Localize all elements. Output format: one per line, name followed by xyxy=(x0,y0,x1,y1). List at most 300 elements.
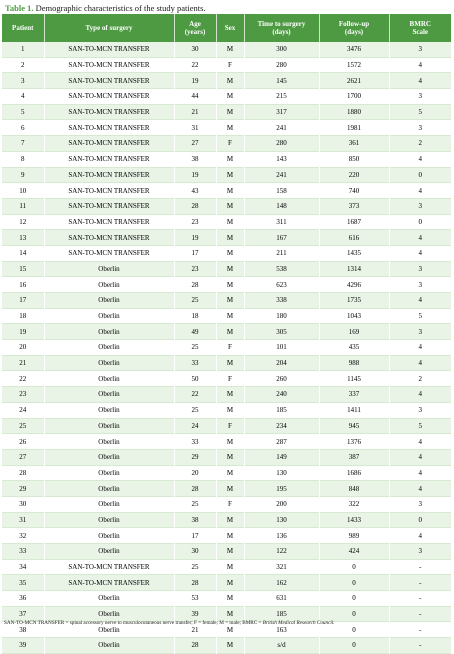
column-header-line: (years) xyxy=(184,28,206,36)
table-row xyxy=(2,465,451,481)
table-row xyxy=(2,214,451,230)
cell-bmrc-scale: 4 xyxy=(389,449,451,465)
cell-bmrc-scale: 4 xyxy=(389,481,451,497)
cell-patient: 20 xyxy=(2,340,44,356)
cell-time-to-surgery: 311 xyxy=(244,214,319,230)
cell-sex: M xyxy=(216,198,244,214)
column-header-bmrc-scale xyxy=(389,14,451,42)
cell-age: 25 xyxy=(174,293,216,309)
cell-bmrc-scale: 0 xyxy=(389,167,451,183)
cell-surgery-type: Oberlin xyxy=(44,512,174,528)
cell-sex: M xyxy=(216,324,244,340)
cell-patient: 39 xyxy=(2,638,44,654)
cell-age: 25 xyxy=(174,402,216,418)
cell-surgery-type: Oberlin xyxy=(44,277,174,293)
cell-bmrc-scale: 4 xyxy=(389,528,451,544)
cell-age: 33 xyxy=(174,434,216,450)
cell-follow-up: 1435 xyxy=(319,245,389,261)
table-row xyxy=(2,136,451,152)
cell-follow-up: 0 xyxy=(319,575,389,591)
cell-bmrc-scale: 5 xyxy=(389,308,451,324)
cell-time-to-surgery: 317 xyxy=(244,104,319,120)
cell-age: 38 xyxy=(174,151,216,167)
cell-bmrc-scale: 4 xyxy=(389,245,451,261)
cell-surgery-type: Oberlin xyxy=(44,606,174,622)
cell-surgery-type: Oberlin xyxy=(44,261,174,277)
cell-patient: 37 xyxy=(2,606,44,622)
table-row xyxy=(2,293,451,309)
cell-time-to-surgery: 241 xyxy=(244,167,319,183)
cell-time-to-surgery: 234 xyxy=(244,418,319,434)
cell-patient: 36 xyxy=(2,591,44,607)
table-row xyxy=(2,638,451,654)
cell-follow-up: 0 xyxy=(319,559,389,575)
cell-age: 49 xyxy=(174,324,216,340)
column-header-line: Sex xyxy=(224,24,236,32)
cell-time-to-surgery: 200 xyxy=(244,496,319,512)
cell-surgery-type: SAN-TO-MCN TRANSFER xyxy=(44,167,174,183)
cell-age: 28 xyxy=(174,198,216,214)
cell-age: 28 xyxy=(174,277,216,293)
column-header-line: (days) xyxy=(272,28,291,36)
cell-time-to-surgery: 631 xyxy=(244,591,319,607)
cell-time-to-surgery: 538 xyxy=(244,261,319,277)
cell-time-to-surgery: 215 xyxy=(244,89,319,105)
cell-bmrc-scale: - xyxy=(389,622,451,638)
table-row xyxy=(2,402,451,418)
cell-sex: F xyxy=(216,136,244,152)
table-row xyxy=(2,230,451,246)
table-row xyxy=(2,73,451,89)
cell-surgery-type: Oberlin xyxy=(44,371,174,387)
table-row xyxy=(2,261,451,277)
cell-time-to-surgery: 130 xyxy=(244,465,319,481)
cell-follow-up: 850 xyxy=(319,151,389,167)
cell-time-to-surgery: 185 xyxy=(244,402,319,418)
cell-time-to-surgery: 195 xyxy=(244,481,319,497)
column-header-follow-up xyxy=(319,14,389,42)
cell-surgery-type: Oberlin xyxy=(44,591,174,607)
cell-bmrc-scale: 3 xyxy=(389,261,451,277)
cell-patient: 15 xyxy=(2,261,44,277)
cell-surgery-type: Oberlin xyxy=(44,308,174,324)
cell-time-to-surgery: 143 xyxy=(244,151,319,167)
cell-time-to-surgery: 280 xyxy=(244,136,319,152)
cell-sex: F xyxy=(216,340,244,356)
cell-bmrc-scale: 4 xyxy=(389,57,451,73)
cell-follow-up: 848 xyxy=(319,481,389,497)
cell-bmrc-scale: 4 xyxy=(389,151,451,167)
cell-patient: 3 xyxy=(2,73,44,89)
column-header-line: Age xyxy=(189,20,201,28)
cell-follow-up: 1043 xyxy=(319,308,389,324)
cell-follow-up: 2621 xyxy=(319,73,389,89)
cell-age: 53 xyxy=(174,591,216,607)
table-row xyxy=(2,245,451,261)
cell-age: 23 xyxy=(174,261,216,277)
table-row xyxy=(2,528,451,544)
cell-patient: 35 xyxy=(2,575,44,591)
cell-surgery-type: Oberlin xyxy=(44,402,174,418)
cell-patient: 34 xyxy=(2,559,44,575)
cell-bmrc-scale: - xyxy=(389,606,451,622)
cell-bmrc-scale: 4 xyxy=(389,434,451,450)
cell-follow-up: 1686 xyxy=(319,465,389,481)
cell-follow-up: 387 xyxy=(319,449,389,465)
cell-follow-up: 1411 xyxy=(319,402,389,418)
cell-follow-up: 0 xyxy=(319,622,389,638)
cell-age: 21 xyxy=(174,104,216,120)
cell-patient: 11 xyxy=(2,198,44,214)
table-row xyxy=(2,183,451,199)
column-header-line: Time to surgery xyxy=(257,20,306,28)
cell-follow-up: 1687 xyxy=(319,214,389,230)
cell-surgery-type: Oberlin xyxy=(44,465,174,481)
cell-surgery-type: SAN-TO-MCN TRANSFER xyxy=(44,89,174,105)
table-footnote xyxy=(4,620,335,626)
table-row xyxy=(2,387,451,403)
cell-sex: M xyxy=(216,42,244,57)
cell-surgery-type: SAN-TO-MCN TRANSFER xyxy=(44,57,174,73)
cell-sex: M xyxy=(216,104,244,120)
table-row xyxy=(2,544,451,560)
cell-patient: 12 xyxy=(2,214,44,230)
cell-patient: 24 xyxy=(2,402,44,418)
cell-patient: 33 xyxy=(2,544,44,560)
cell-sex: M xyxy=(216,544,244,560)
cell-age: 28 xyxy=(174,481,216,497)
cell-bmrc-scale: 3 xyxy=(389,42,451,57)
cell-patient: 29 xyxy=(2,481,44,497)
table-row xyxy=(2,198,451,214)
cell-time-to-surgery: 240 xyxy=(244,387,319,403)
cell-sex: F xyxy=(216,371,244,387)
cell-age: 50 xyxy=(174,371,216,387)
footnote-text: SAN-TO-MCN TRANSFER = spinal accessory nerve to musculocutaneous nerve transfer; F = female; M = male; BMRC = xyxy=(4,620,263,626)
cell-bmrc-scale: 0 xyxy=(389,512,451,528)
table-row xyxy=(2,418,451,434)
cell-patient: 7 xyxy=(2,136,44,152)
cell-patient: 9 xyxy=(2,167,44,183)
cell-age: 30 xyxy=(174,42,216,57)
cell-sex: M xyxy=(216,214,244,230)
cell-sex: M xyxy=(216,120,244,136)
cell-follow-up: 0 xyxy=(319,591,389,607)
cell-follow-up: 1376 xyxy=(319,434,389,450)
table-body xyxy=(2,42,451,653)
column-header-sex xyxy=(216,14,244,42)
cell-follow-up: 1314 xyxy=(319,261,389,277)
cell-bmrc-scale: 4 xyxy=(389,340,451,356)
cell-surgery-type: Oberlin xyxy=(44,622,174,638)
cell-bmrc-scale: - xyxy=(389,575,451,591)
cell-time-to-surgery: 101 xyxy=(244,340,319,356)
cell-sex: M xyxy=(216,638,244,654)
table-row xyxy=(2,324,451,340)
cell-sex: F xyxy=(216,57,244,73)
cell-surgery-type: SAN-TO-MCN TRANSFER xyxy=(44,120,174,136)
cell-bmrc-scale: 4 xyxy=(389,387,451,403)
cell-time-to-surgery: 338 xyxy=(244,293,319,309)
cell-follow-up: 988 xyxy=(319,355,389,371)
cell-time-to-surgery: 158 xyxy=(244,183,319,199)
cell-age: 31 xyxy=(174,120,216,136)
cell-age: 24 xyxy=(174,418,216,434)
cell-time-to-surgery: 260 xyxy=(244,371,319,387)
cell-patient: 19 xyxy=(2,324,44,340)
cell-patient: 17 xyxy=(2,293,44,309)
cell-sex: M xyxy=(216,355,244,371)
cell-time-to-surgery: 180 xyxy=(244,308,319,324)
cell-surgery-type: SAN-TO-MCN TRANSFER xyxy=(44,198,174,214)
cell-bmrc-scale: 5 xyxy=(389,418,451,434)
cell-sex: M xyxy=(216,528,244,544)
cell-bmrc-scale: 4 xyxy=(389,465,451,481)
cell-sex: M xyxy=(216,73,244,89)
cell-patient: 10 xyxy=(2,183,44,199)
cell-follow-up: 1433 xyxy=(319,512,389,528)
cell-surgery-type: SAN-TO-MCN TRANSFER xyxy=(44,151,174,167)
cell-bmrc-scale: - xyxy=(389,559,451,575)
cell-bmrc-scale: 3 xyxy=(389,324,451,340)
cell-bmrc-scale: 2 xyxy=(389,136,451,152)
cell-age: 17 xyxy=(174,245,216,261)
cell-patient: 2 xyxy=(2,57,44,73)
cell-bmrc-scale: 3 xyxy=(389,544,451,560)
cell-patient: 23 xyxy=(2,387,44,403)
cell-patient: 38 xyxy=(2,622,44,638)
cell-patient: 5 xyxy=(2,104,44,120)
cell-sex: M xyxy=(216,606,244,622)
cell-patient: 22 xyxy=(2,371,44,387)
demographics-table xyxy=(2,14,451,654)
table-row xyxy=(2,481,451,497)
cell-sex: M xyxy=(216,261,244,277)
column-header-surgery-type xyxy=(44,14,174,42)
cell-surgery-type: SAN-TO-MCN TRANSFER xyxy=(44,559,174,575)
cell-sex: F xyxy=(216,418,244,434)
column-header-line: Patient xyxy=(12,24,34,32)
cell-patient: 1 xyxy=(2,42,44,57)
cell-follow-up: 361 xyxy=(319,136,389,152)
cell-follow-up: 435 xyxy=(319,340,389,356)
cell-sex: F xyxy=(216,496,244,512)
cell-follow-up: 1145 xyxy=(319,371,389,387)
column-header-line: Follow-up xyxy=(338,20,370,28)
cell-age: 21 xyxy=(174,622,216,638)
cell-follow-up: 424 xyxy=(319,544,389,560)
column-header-line: BMRC xyxy=(409,20,431,28)
cell-surgery-type: Oberlin xyxy=(44,324,174,340)
footnote-italic: British Medical Research Council. xyxy=(262,620,335,626)
cell-bmrc-scale: 3 xyxy=(389,277,451,293)
cell-follow-up: 740 xyxy=(319,183,389,199)
cell-time-to-surgery: 305 xyxy=(244,324,319,340)
cell-bmrc-scale: 3 xyxy=(389,89,451,105)
cell-sex: M xyxy=(216,622,244,638)
cell-surgery-type: SAN-TO-MCN TRANSFER xyxy=(44,214,174,230)
cell-age: 39 xyxy=(174,606,216,622)
cell-time-to-surgery: 280 xyxy=(244,57,319,73)
cell-patient: 6 xyxy=(2,120,44,136)
table-row xyxy=(2,449,451,465)
cell-patient: 14 xyxy=(2,245,44,261)
cell-patient: 18 xyxy=(2,308,44,324)
cell-follow-up: 1572 xyxy=(319,57,389,73)
cell-age: 25 xyxy=(174,496,216,512)
column-header-line: Scale xyxy=(412,28,429,36)
cell-sex: M xyxy=(216,559,244,575)
cell-surgery-type: Oberlin xyxy=(44,387,174,403)
table-row xyxy=(2,496,451,512)
cell-surgery-type: Oberlin xyxy=(44,434,174,450)
cell-follow-up: 0 xyxy=(319,606,389,622)
cell-time-to-surgery: 287 xyxy=(244,434,319,450)
cell-follow-up: 1700 xyxy=(319,89,389,105)
cell-surgery-type: SAN-TO-MCN TRANSFER xyxy=(44,42,174,57)
table-row xyxy=(2,371,451,387)
cell-follow-up: 220 xyxy=(319,167,389,183)
cell-time-to-surgery: 185 xyxy=(244,606,319,622)
cell-time-to-surgery: 241 xyxy=(244,120,319,136)
cell-follow-up: 945 xyxy=(319,418,389,434)
cell-time-to-surgery: 148 xyxy=(244,198,319,214)
cell-sex: M xyxy=(216,591,244,607)
cell-patient: 27 xyxy=(2,449,44,465)
column-header-age xyxy=(174,14,216,42)
cell-time-to-surgery: 211 xyxy=(244,245,319,261)
cell-surgery-type: SAN-TO-MCN TRANSFER xyxy=(44,136,174,152)
cell-age: 44 xyxy=(174,89,216,105)
cell-sex: M xyxy=(216,387,244,403)
cell-age: 27 xyxy=(174,136,216,152)
cell-surgery-type: Oberlin xyxy=(44,481,174,497)
table-row xyxy=(2,308,451,324)
table-caption xyxy=(5,3,206,14)
table-row xyxy=(2,591,451,607)
cell-age: 28 xyxy=(174,638,216,654)
cell-sex: M xyxy=(216,512,244,528)
cell-sex: M xyxy=(216,293,244,309)
caption-label: Table 1. xyxy=(5,3,34,13)
cell-age: 20 xyxy=(174,465,216,481)
cell-bmrc-scale: 4 xyxy=(389,355,451,371)
cell-time-to-surgery: 145 xyxy=(244,73,319,89)
table-row xyxy=(2,151,451,167)
cell-bmrc-scale: 4 xyxy=(389,230,451,246)
cell-surgery-type: Oberlin xyxy=(44,496,174,512)
cell-age: 22 xyxy=(174,387,216,403)
cell-follow-up: 989 xyxy=(319,528,389,544)
cell-sex: M xyxy=(216,151,244,167)
cell-sex: M xyxy=(216,167,244,183)
cell-surgery-type: Oberlin xyxy=(44,418,174,434)
cell-bmrc-scale: 5 xyxy=(389,104,451,120)
cell-time-to-surgery: 163 xyxy=(244,622,319,638)
cell-bmrc-scale: 4 xyxy=(389,183,451,199)
cell-bmrc-scale: - xyxy=(389,638,451,654)
cell-age: 30 xyxy=(174,544,216,560)
cell-age: 19 xyxy=(174,230,216,246)
cell-surgery-type: Oberlin xyxy=(44,544,174,560)
cell-time-to-surgery: 321 xyxy=(244,559,319,575)
table-row xyxy=(2,42,451,57)
table-row xyxy=(2,355,451,371)
cell-patient: 30 xyxy=(2,496,44,512)
cell-time-to-surgery: 122 xyxy=(244,544,319,560)
cell-patient: 25 xyxy=(2,418,44,434)
cell-follow-up: 3476 xyxy=(319,42,389,57)
cell-time-to-surgery: 623 xyxy=(244,277,319,293)
cell-follow-up: 1981 xyxy=(319,120,389,136)
table-row xyxy=(2,57,451,73)
cell-time-to-surgery: 167 xyxy=(244,230,319,246)
cell-sex: M xyxy=(216,89,244,105)
cell-patient: 32 xyxy=(2,528,44,544)
cell-age: 17 xyxy=(174,528,216,544)
cell-time-to-surgery: 149 xyxy=(244,449,319,465)
cell-bmrc-scale: 3 xyxy=(389,496,451,512)
cell-bmrc-scale: 3 xyxy=(389,198,451,214)
cell-bmrc-scale: - xyxy=(389,591,451,607)
cell-age: 38 xyxy=(174,512,216,528)
cell-bmrc-scale: 0 xyxy=(389,214,451,230)
cell-age: 43 xyxy=(174,183,216,199)
cell-sex: M xyxy=(216,575,244,591)
cell-age: 18 xyxy=(174,308,216,324)
cell-age: 19 xyxy=(174,73,216,89)
cell-time-to-surgery: 204 xyxy=(244,355,319,371)
table-row xyxy=(2,277,451,293)
cell-sex: M xyxy=(216,402,244,418)
cell-surgery-type: SAN-TO-MCN TRANSFER xyxy=(44,230,174,246)
cell-follow-up: 0 xyxy=(319,638,389,654)
cell-patient: 21 xyxy=(2,355,44,371)
cell-surgery-type: SAN-TO-MCN TRANSFER xyxy=(44,104,174,120)
cell-sex: M xyxy=(216,465,244,481)
cell-bmrc-scale: 4 xyxy=(389,293,451,309)
cell-surgery-type: Oberlin xyxy=(44,355,174,371)
cell-surgery-type: Oberlin xyxy=(44,340,174,356)
table-row xyxy=(2,575,451,591)
cell-surgery-type: Oberlin xyxy=(44,638,174,654)
cell-follow-up: 616 xyxy=(319,230,389,246)
table-row xyxy=(2,512,451,528)
cell-surgery-type: SAN-TO-MCN TRANSFER xyxy=(44,245,174,261)
column-header-patient xyxy=(2,14,44,42)
cell-surgery-type: Oberlin xyxy=(44,449,174,465)
column-header-line: (days) xyxy=(344,28,364,36)
column-header-time-to-surgery xyxy=(244,14,319,42)
cell-time-to-surgery: 136 xyxy=(244,528,319,544)
cell-patient: 4 xyxy=(2,89,44,105)
cell-sex: M xyxy=(216,449,244,465)
cell-follow-up: 337 xyxy=(319,387,389,403)
cell-sex: M xyxy=(216,245,244,261)
cell-age: 22 xyxy=(174,57,216,73)
cell-patient: 13 xyxy=(2,230,44,246)
table-header-row xyxy=(2,14,451,42)
cell-age: 25 xyxy=(174,340,216,356)
cell-sex: M xyxy=(216,308,244,324)
cell-follow-up: 322 xyxy=(319,496,389,512)
cell-age: 28 xyxy=(174,575,216,591)
cell-time-to-surgery: s/d xyxy=(244,638,319,654)
cell-patient: 28 xyxy=(2,465,44,481)
cell-sex: M xyxy=(216,434,244,450)
cell-follow-up: 169 xyxy=(319,324,389,340)
table-row xyxy=(2,167,451,183)
